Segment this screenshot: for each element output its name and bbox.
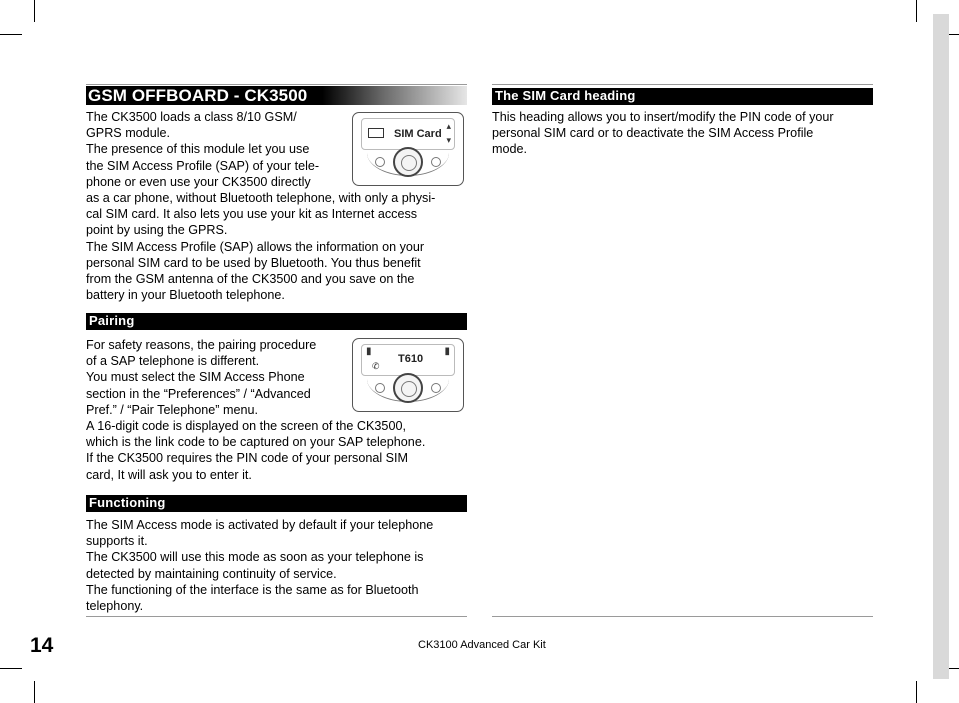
text-line: phone or even use your CK3500 directly — [86, 174, 311, 189]
page-title-bar — [86, 86, 467, 105]
device-screen-label: T610 — [398, 353, 424, 365]
crop-mark — [916, 0, 917, 22]
device-right-button — [431, 157, 441, 167]
text-line: The CK3500 will use this mode as soon as your telephone is — [86, 550, 424, 565]
section-heading-pairing: Pairing — [86, 313, 467, 330]
text-line: The SIM Access Profile (SAP) allows the information on your — [86, 239, 425, 254]
battery-icon: ▮ — [444, 346, 450, 357]
section-heading-functioning: Functioning — [86, 495, 467, 512]
top-rule-right — [492, 84, 873, 85]
text-line: The functioning of the interface is the same as for Bluetooth — [86, 582, 419, 597]
text-line: which is the link code to be captured on your SAP telephone. — [86, 435, 426, 450]
text-line: battery in your Bluetooth telephone. — [86, 288, 285, 303]
text-line: telephony. — [86, 599, 144, 614]
text-line: mode. — [492, 142, 528, 157]
phone-icon: ✆ — [372, 361, 380, 371]
text-line: of a SAP telephone is different. — [86, 354, 260, 369]
chevron-down-icon: ▾ — [446, 135, 451, 145]
text-line: card, It will ask you to enter it. — [86, 467, 252, 482]
functioning-text — [86, 517, 467, 614]
chevron-up-icon: ▴ — [446, 121, 451, 131]
section-heading-sim-card: The SIM Card heading — [492, 88, 873, 105]
device-knob — [393, 147, 423, 177]
ck3500-device-illustration — [352, 112, 464, 186]
text-line: This heading allows you to insert/modify the PIN code of your — [492, 110, 834, 124]
device-left-button — [375, 157, 385, 167]
top-rule-left — [86, 84, 467, 85]
bottom-rule-left — [86, 616, 467, 617]
text-line: Pref.” / “Pair Telephone” menu. — [86, 402, 258, 417]
device-screen-label: SIM Card — [394, 128, 442, 140]
page-number: 14 — [30, 634, 54, 657]
text-line: If the CK3500 requires the PIN code of your personal SIM — [86, 451, 409, 466]
device-knob — [393, 373, 423, 403]
page-edge-bar — [933, 14, 949, 679]
text-line: For safety reasons, the pairing procedure — [86, 338, 317, 352]
footer-product-name: CK3100 Advanced Car Kit — [418, 639, 546, 651]
text-line: supports it. — [86, 534, 148, 549]
text-line: section in the “Preferences” / “Advanced — [86, 386, 311, 401]
text-line: The SIM Access mode is activated by default if your telephone — [86, 518, 434, 532]
ck3500-device-illustration — [352, 338, 464, 412]
text-line: detected by maintaining continuity of service. — [86, 566, 337, 581]
sim-card-icon — [368, 128, 384, 138]
text-line: You must select the SIM Access Phone — [86, 370, 305, 385]
text-line: The presence of this module let you use — [86, 142, 310, 157]
crop-mark — [34, 0, 35, 22]
device-left-button — [375, 383, 385, 393]
device-screen — [361, 344, 455, 376]
signal-icon: ▮ — [366, 346, 372, 357]
bottom-rule-right — [492, 616, 873, 617]
text-line: the SIM Access Profile (SAP) of your tele- — [86, 158, 320, 173]
sim-card-text — [492, 109, 873, 158]
text-line: point by using the GPRS. — [86, 223, 228, 238]
text-line: cal SIM card. It also lets you use your kit as Internet access — [86, 207, 418, 222]
text-line: GPRS module. — [86, 126, 170, 141]
crop-mark — [34, 681, 35, 703]
text-line: A 16-digit code is displayed on the screen of the CK3500, — [86, 419, 406, 434]
device-right-button — [431, 383, 441, 393]
text-line: personal SIM card to be used by Bluetooth. You thus benefit — [86, 255, 421, 270]
crop-mark — [0, 34, 22, 35]
text-line: as a car phone, without Bluetooth telephone, with only a physi- — [86, 191, 436, 206]
text-line: from the GSM antenna of the CK3500 and you save on the — [86, 272, 415, 287]
crop-mark — [0, 668, 22, 669]
crop-mark — [916, 681, 917, 703]
text-line: personal SIM card or to deactivate the SIM Access Profile — [492, 126, 814, 141]
device-screen — [361, 118, 455, 150]
text-line: The CK3500 loads a class 8/10 GSM/ — [86, 110, 297, 124]
page-title: GSM OFFBOARD - CK3500 — [88, 86, 308, 105]
